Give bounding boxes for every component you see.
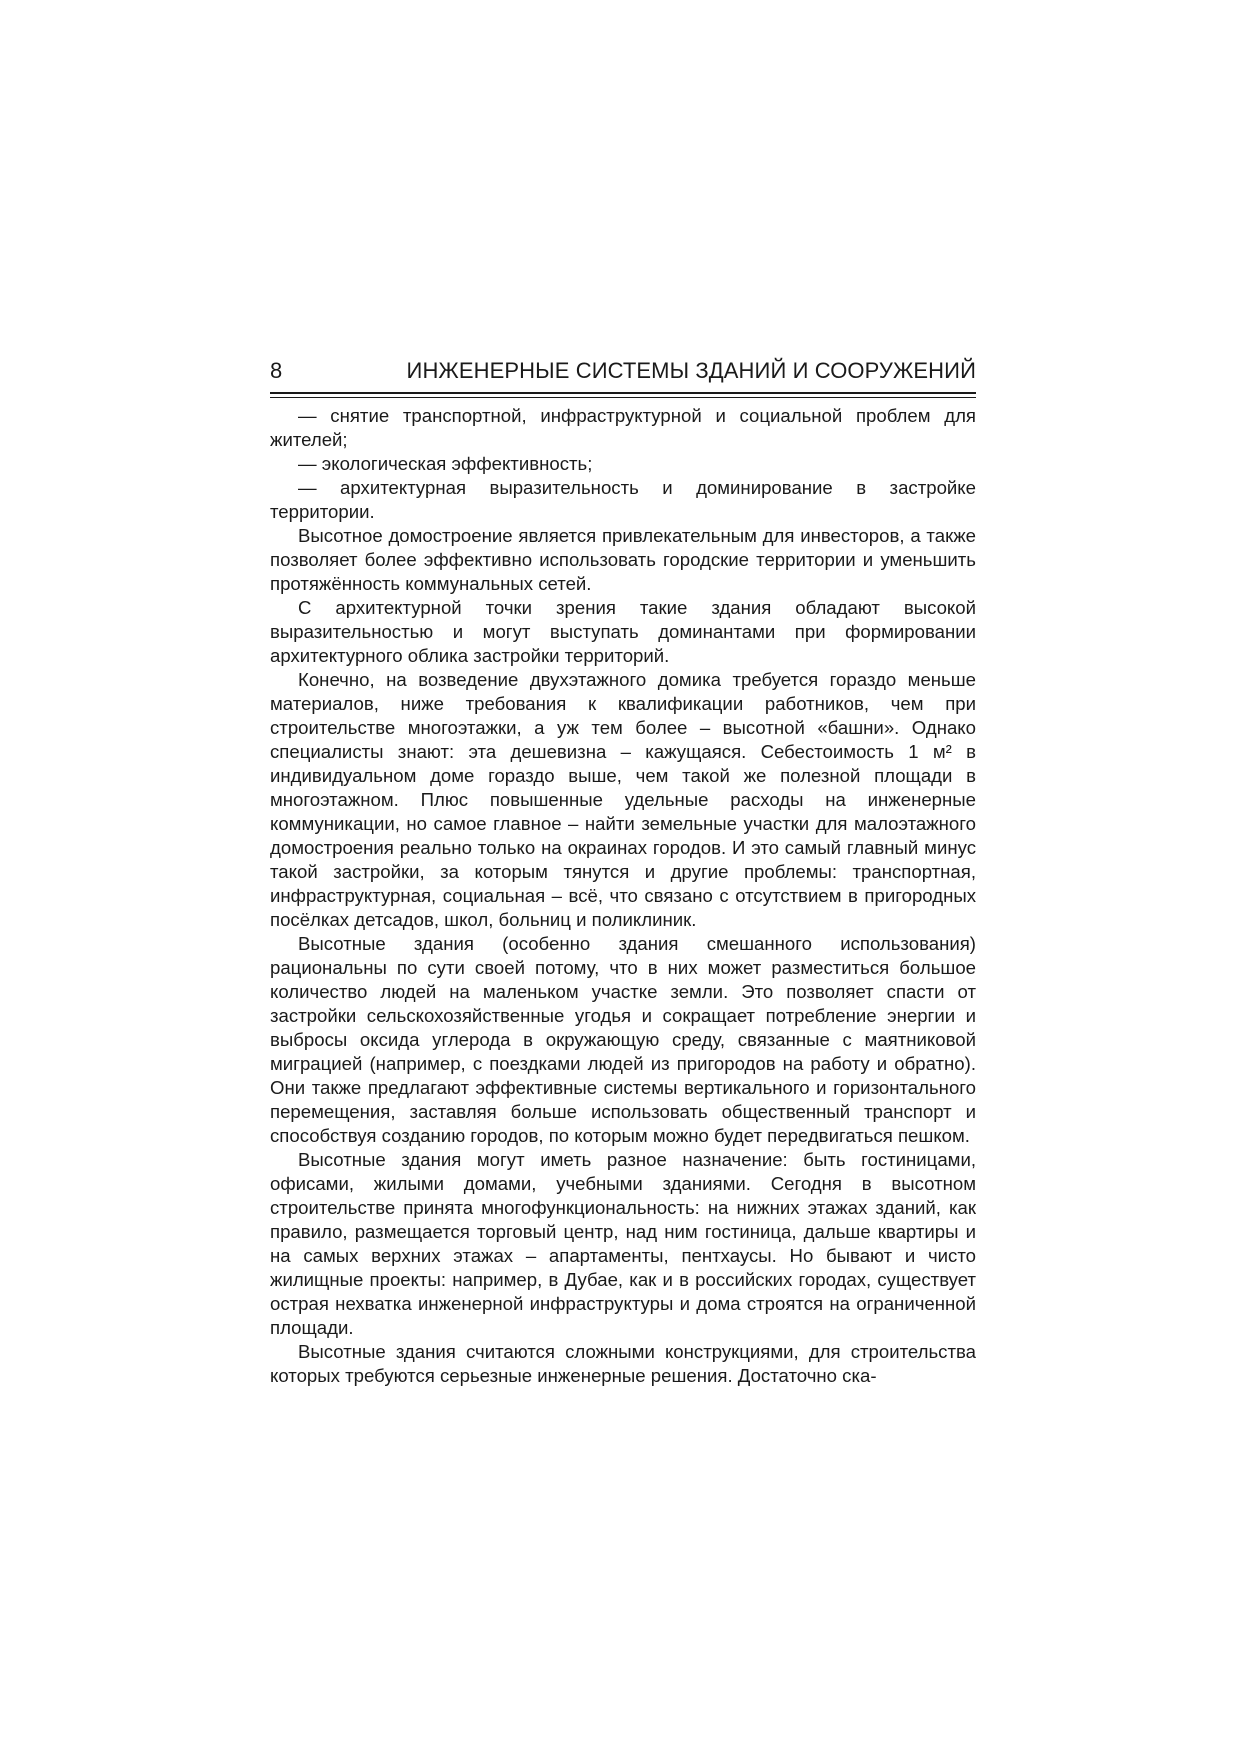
page-number: 8: [270, 358, 283, 383]
paragraph-investors: Высотное домостроение является привлекательным для инвесторов, а также позволяет более эффективно использовать городские территории и уменьшить протяжённость коммунальных сетей.: [270, 525, 976, 594]
running-title: ИНЖЕНЕРНЫЕ СИСТЕМЫ ЗДАНИЙ И СООРУЖЕНИЙ: [406, 358, 976, 383]
paragraph-low-rise-comparison: Конечно, на возведение двухэтажного домика требуется гораздо меньше материалов, ниже требования к квалификации работников, чем при строительстве многоэтажки, а уж тем более – высотной «башни». Однако специалисты знают: эта дешевизна – кажущаяся. Себестоимость 1 м² в индивидуальном доме гораздо выше, чем такой же полезной площади в многоэтажном. Плюс повышенные удельные расходы на инженерные коммуникации, но самое главное – найти земельные участки для малоэтажного домостроения реально только на окраинах городов. И это самый главный минус такой застройки, за которым тянутся и другие проблемы: транспортная, инфраструктурная, социальная – всё, что связано с отсутствием в пригородных посёлках детсадов, школ, больниц и поликлиник.: [270, 669, 976, 930]
paragraph-complexity: Высотные здания считаются сложными конструкциями, для строительства которых требуются серьезные инженерные решения. Достаточно ска-: [270, 1341, 976, 1386]
body-text: [270, 404, 976, 1388]
list-item-ecology: — экологическая эффективность;: [298, 453, 593, 474]
header-rule-thick: [270, 392, 976, 394]
list-item-architecture: — архитектурная выразительность и доминирование в застройке территории.: [270, 477, 976, 522]
paragraph-purpose: Высотные здания могут иметь разное назначение: быть гостиницами, офисами, жилыми домами, учебными зданиями. Сегодня в высотном строительстве принята многофункциональность: на нижних этажах зданий, как правило, размещается торговый центр, над ним гостиница, дальше квартиры и на самых верхних этажах – апартаменты, пентхаусы. Но бывают и чисто жилищные проекты: например, в Дубае, как и в российских городах, существует острая нехватка инженерной инфраструктуры и дома строятся на ограниченной площади.: [270, 1149, 976, 1338]
list-item-transport: — снятие транспортной, инфраструктурной и социальной проблем для жителей;: [270, 405, 976, 450]
header-rule-thin: [270, 397, 976, 398]
paragraph-rationality: Высотные здания (особенно здания смешанного использования) рациональны по сути своей потому, что в них может разместиться большое количество людей на маленьком участке земли. Это позволяет спасти от застройки сельскохозяйственные угодья и сокращает потребление энергии и выбросы оксида углерода в окружающую среду, связанные с маятниковой миграцией (например, с поездками людей из пригородов на работу и обратно). Они также предлагают эффективные системы вертикального и горизонтального перемещения, заставляя больше использовать общественный транспорт и способствуя созданию городов, по которым можно будет передвигаться пешком.: [270, 933, 976, 1146]
page-header: [270, 355, 976, 387]
paragraph-architectural-view: С архитектурной точки зрения такие здания обладают высокой выразительностью и могут выступать доминантами при формировании архитектурного облика застройки территорий.: [270, 597, 976, 666]
